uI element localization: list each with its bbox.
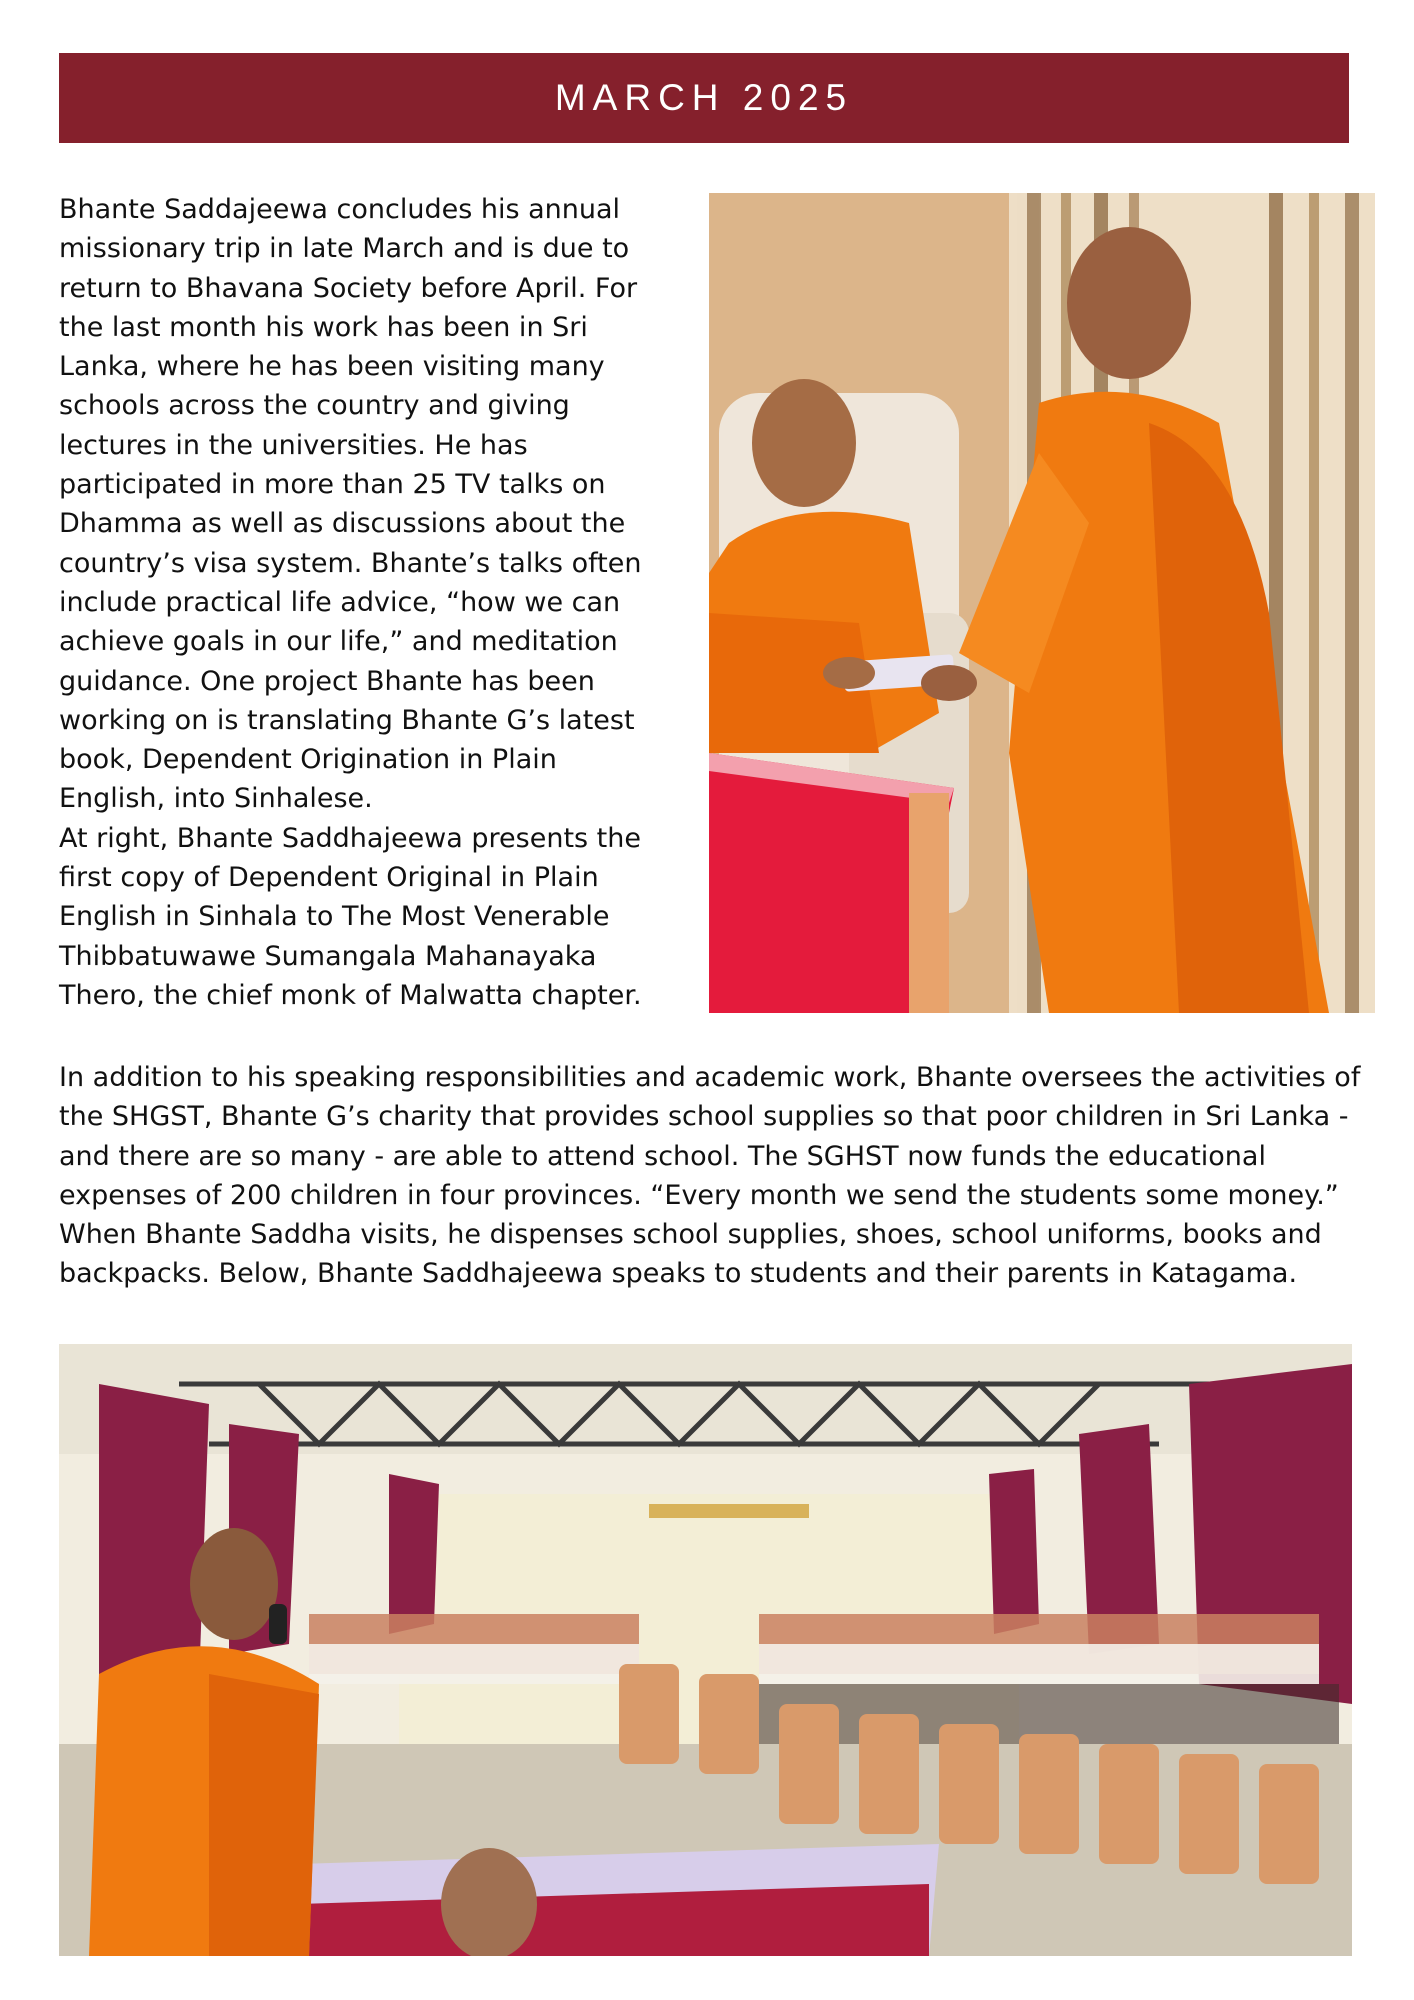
school-hall-talk-photo	[59, 1344, 1352, 1956]
body-paragraph: In addition to his speaking responsibilities and academic work, Bhante oversees the activities of the SHGST, Bhante G’s charity that provides school supplies so that poor children in Sri Lanka - and there are so many - are able to attend school. The SGHST now funds the educational expenses of 200 children in four provinces. “Every month we send the students some money.” When Bhante Saddha visits, he dispenses school supplies, shoes, school uniforms, books and backpacks. Below, Bhante Saddhajeewa speaks to students and their parents in Katagama.	[59, 1062, 1361, 1290]
intro-paragraph: Bhante Saddajeewa concludes his annual missionary trip in late March and is due to return to Bhavana Society before April. For the last month his work has been in Sri Lanka, where he has been visiting many schools across the country and giving lectures in the universities. He has participated in more than 25 TV talks on Dhamma as well as discussions about the country’s visa system. Bhante’s talks often include practical life advice, “how we can achieve goals in our life,” and meditation guidance. One project Bhante has been working on is translating Bhante G’s latest book, Dependent Origination in Plain English, into Sinhalese. At right, Bhante Saddhajeewa presents the first copy of Dependent Original in Plain English in Sinhala to The Most Venerable Thibbatuwawe Sumangala Mahanayaka Thero, the chief monk of Malwatta chapter.	[59, 194, 642, 1011]
page-title: MARCH 2025	[554, 77, 854, 118]
monks-book-presentation-photo	[709, 193, 1375, 1013]
month-header-bar	[59, 53, 1349, 143]
